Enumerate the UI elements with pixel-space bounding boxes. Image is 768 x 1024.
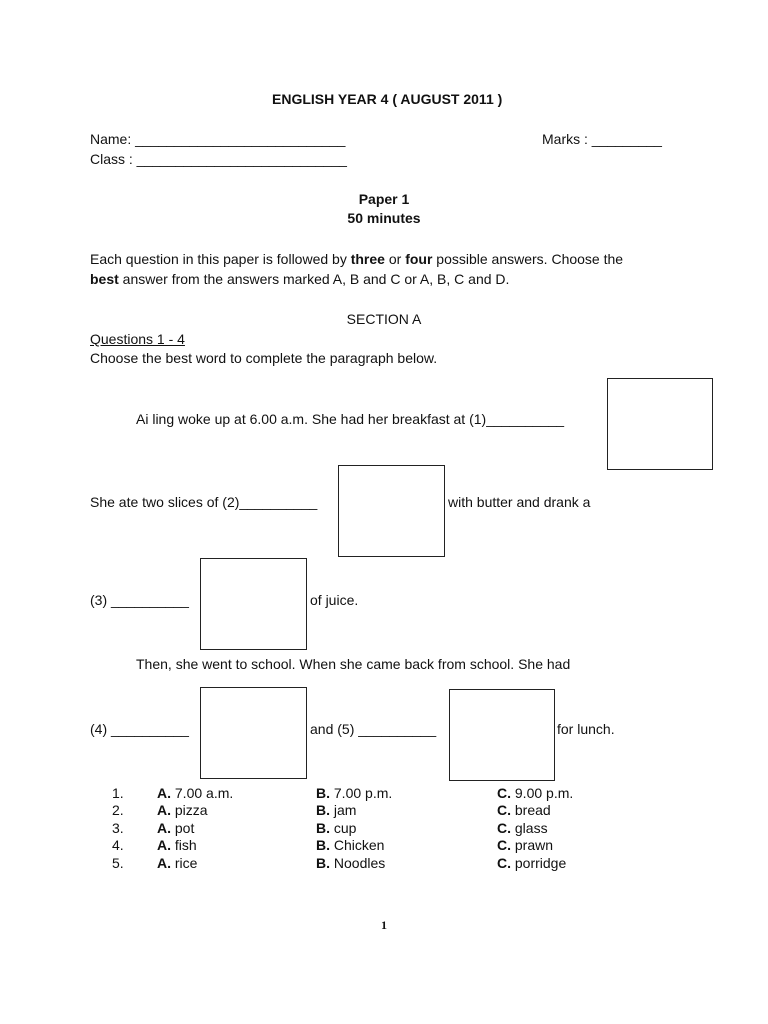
paragraph-line-5b: and (5) __________	[310, 721, 437, 737]
question-number: 4.	[112, 837, 124, 853]
option-c: C. 9.00 p.m.	[497, 785, 574, 801]
option-row	[0, 855, 768, 872]
page-title: ENGLISH YEAR 4 ( AUGUST 2011 )	[272, 91, 503, 107]
option-a: A. fish	[157, 837, 197, 853]
picture-box-1	[607, 378, 713, 470]
option-b: B. Noodles	[316, 855, 386, 871]
section-title: SECTION A	[346, 311, 422, 327]
option-c: C. glass	[497, 820, 548, 836]
question-number: 3.	[112, 820, 124, 836]
option-b: B. jam	[316, 802, 357, 818]
class-line: Class : ___________________________	[90, 151, 347, 167]
page-number: 1	[381, 918, 387, 932]
option-b: B. cup	[316, 820, 357, 836]
option-c: C. porridge	[497, 855, 567, 871]
paragraph-line-3a: (3) __________	[90, 592, 189, 608]
option-c: C. bread	[497, 802, 551, 818]
question-number: 5.	[112, 855, 124, 871]
option-b: B. 7.00 p.m.	[316, 785, 393, 801]
picture-box-3	[200, 558, 307, 650]
option-row	[0, 837, 768, 854]
option-a: A. pizza	[157, 802, 208, 818]
picture-box-5	[449, 689, 555, 781]
instructions-line-1: Each question in this paper is followed by three or four possible answers. Choose the	[90, 251, 624, 267]
picture-box-4	[200, 687, 307, 779]
paragraph-line-2a: She ate two slices of (2)__________	[90, 494, 318, 510]
paragraph-line-5a: (4) __________	[90, 721, 189, 737]
option-row	[0, 802, 768, 819]
paper-name: Paper 1	[358, 191, 410, 207]
option-c: C. prawn	[497, 837, 554, 853]
questions-label: Questions 1 - 4	[90, 331, 185, 347]
paragraph-line-4: Then, she went to school. When she came back from school. She had	[136, 656, 571, 672]
emphasis-four: four	[405, 251, 433, 267]
paragraph-line-1: Ai ling woke up at 6.00 a.m. She had her breakfast at (1)__________	[136, 411, 565, 427]
option-row	[0, 785, 768, 802]
picture-box-2	[338, 465, 445, 557]
emphasis-best: best	[90, 271, 119, 287]
paragraph-line-3b: of juice.	[310, 592, 359, 608]
paragraph-line-2b: with butter and drank a	[448, 494, 591, 510]
emphasis-three: three	[350, 251, 385, 267]
option-row	[0, 820, 768, 837]
option-a: A. 7.00 a.m.	[157, 785, 234, 801]
question-number: 2.	[112, 802, 124, 818]
marks-line: Marks : _________	[542, 131, 662, 147]
paper-duration: 50 minutes	[347, 210, 421, 226]
instructions-line-2: best answer from the answers marked A, B and C or A, B, C and D.	[90, 271, 510, 287]
name-line: Name: ___________________________	[90, 131, 346, 147]
question-number: 1.	[112, 785, 124, 801]
option-a: A. pot	[157, 820, 195, 836]
option-a: A. rice	[157, 855, 198, 871]
paragraph-line-5c: for lunch.	[557, 721, 615, 737]
section-directive: Choose the best word to complete the paragraph below.	[90, 350, 438, 366]
option-b: B. Chicken	[316, 837, 385, 853]
